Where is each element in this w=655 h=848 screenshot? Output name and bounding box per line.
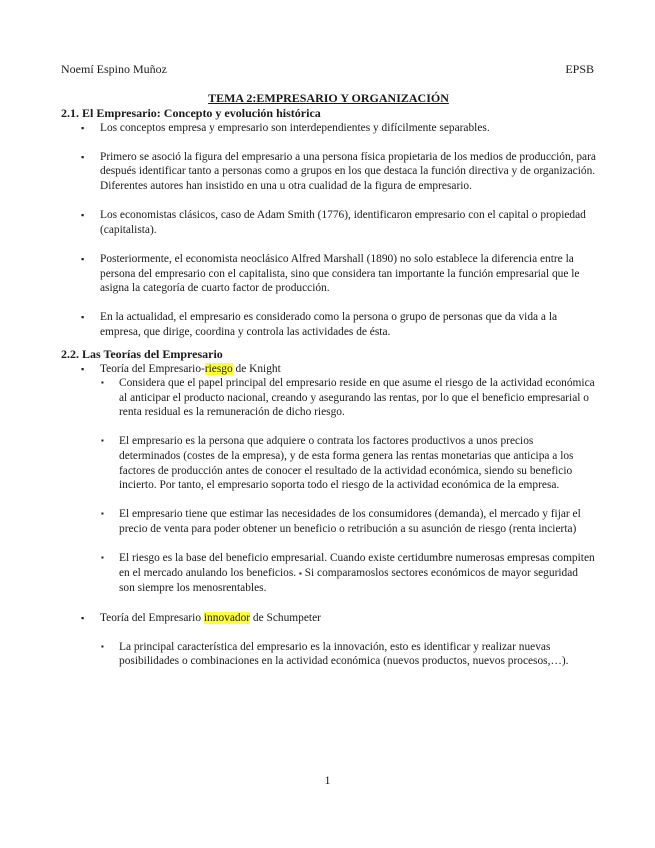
- list-item: ▪ Posteriormente, el economista neoclásico Alfred Marshall (1890) no solo establece la diferencia entre la persona del empresario con el capitalista, sino que considera tan importante la función empresarial que le asigna la categoría de cuarto factor de producción.: [61, 252, 596, 296]
- highlight-riesgo: riesgo: [204, 362, 233, 375]
- list-item: ▪ Considera que el papel principal del empresario reside en que asume el riesgo de la actividad económica al anticipar el producto nacional, creando y asegurando las rentas, por lo que el beneficio empresarial o renta residual es la remuneración de dicho riesgo.: [100, 376, 596, 420]
- list-item: ▪ La principal característica del empresario es la innovación, esto es identificar y realizar nuevas posibilidades o combinaciones en la actividad económica (nuevos productos, nuevos procesos,…).: [100, 640, 596, 669]
- section-2-list: [61, 362, 596, 669]
- inline-bullet-icon: ▪: [298, 568, 302, 578]
- document-body: [61, 91, 596, 669]
- highlight-innovador: innovador: [203, 611, 251, 624]
- list-item: ▪ El empresario tiene que estimar las necesidades de los consumidores (demanda), el mercado y fijar el precio de venta para poder obtener un beneficio o retribución a su asunción de riesgo (renta incierta): [100, 507, 596, 536]
- list-item: ▪ El empresario es la persona que adquiere o contrata los factores productivos a unos precios determinados (costes de la empresa), y de esta forma genera las rentas monetarias que anticipa a los factores de producción antes de conocer el resultado de la actividad económica, siendo su beneficio incierto. Por tanto, el empresario soporta todo el riesgo de la actividad económica de la empresa.: [100, 434, 596, 492]
- section-2-heading: 2.2. Las Teorías del Empresario: [61, 346, 223, 361]
- theory-schumpeter-title: Teoría del Empresario innovador de Schumpeter: [100, 611, 321, 624]
- list-item: ▪ Los conceptos empresa y empresario son interdependientes y difícilmente separables.: [61, 121, 596, 136]
- header-author: Noemí Espino Muñoz: [61, 62, 167, 76]
- list-item: ▪ Primero se asoció la figura del empresario a una persona física propietaria de los medios de producción, para después identificar tanto a personas como a grupos en los que destaca la función directiva y de organización. Diferentes autores han insistido en una u otra cualidad de la figura de empresario.: [61, 150, 596, 194]
- section-1-heading: 2.1. El Empresario: Concepto y evolución histórica: [61, 105, 321, 120]
- page-header: [61, 62, 594, 77]
- header-school: EPSB: [565, 62, 594, 76]
- theory-schumpeter: [61, 611, 596, 669]
- section-1-list: [61, 121, 596, 340]
- document-title: TEMA 2:EMPRESARIO Y ORGANIZACIÓN: [208, 91, 449, 105]
- theory-schumpeter-points: [100, 640, 596, 669]
- theory-knight-title: Teoría del Empresario-riesgo de Knight: [100, 362, 281, 375]
- theory-knight-points: [100, 376, 596, 596]
- theory-knight: [61, 362, 596, 597]
- list-item: ▪ Los economistas clásicos, caso de Adam Smith (1776), identificaron empresario con el capital o propiedad (capitalista).: [61, 208, 596, 237]
- list-item: ▪ En la actualidad, el empresario es considerado como la persona o grupo de personas que da vida a la empresa, que dirige, coordina y controla las actividades de ésta.: [61, 310, 596, 339]
- page-number: 1: [324, 773, 331, 787]
- list-item: ▪ El riesgo es la base del beneficio empresarial. Cuando existe certidumbre numerosas empresas compiten en el mercado anulando los beneficios. ▪ Si comparamoslos sectores económicos de mayor seguridad son siempre los menosrentables.: [100, 551, 596, 596]
